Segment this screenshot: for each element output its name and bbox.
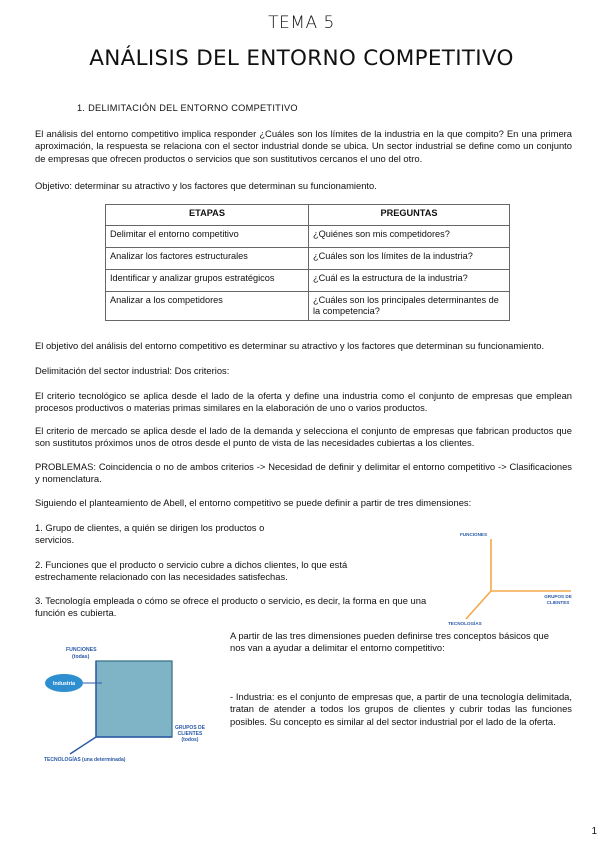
criterio-mercado-paragraph: El criterio de mercado se aplica desde el lado de la demanda y selecciona el conjunto de empresas que fabrican productos que son sustitutos próximos unos de otros desde el punto de vista de las necesidades cubiertas a los clientes. [35, 425, 572, 449]
industry-square [96, 661, 172, 737]
industry-label-funciones-2: (todas) [72, 654, 90, 660]
table-cell: ¿Cuál es la estructura de la industria? [309, 270, 510, 292]
section-heading: 1. DELIMITACIÓN DEL ENTORNO COMPETITIVO [77, 103, 298, 113]
industry-label-grupos-3: (todos) [181, 737, 199, 743]
table-row [106, 226, 510, 248]
technologies-axis [466, 591, 491, 619]
axis-label-grupos-2: CLIENTES [546, 600, 570, 605]
industry-label-grupos-2: CLIENTES [177, 731, 203, 737]
industry-label-funciones-1: FUNCIONES [66, 647, 97, 653]
table-cell: Identificar y analizar grupos estratégicos [106, 270, 309, 292]
table-header-preguntas: PREGUNTAS [309, 205, 510, 226]
dimension-3: 3. Tecnología empleada o cómo se ofrece el producto o servicio, es decir, la forma en que una función es cubierta. [35, 595, 427, 619]
objetivo-paragraph: El objetivo del análisis del entorno competitivo es determinar su atractivo y los factores que determinan su funcionamiento. [35, 340, 545, 351]
etapas-table [105, 204, 510, 321]
axis-label-tecnologias: TECNOLOGÍAS [448, 621, 482, 626]
table-row [106, 270, 510, 292]
criterio-tecnologico-paragraph: El criterio tecnológico se aplica desde el lado de la oferta y define una industria como el conjunto de empresas que emplean procesos productivos o materias primas similares en la elaboración de uno o varios productos. [35, 390, 572, 414]
dimension-1: 1. Grupo de clientes, a quién se dirigen los productos o servicios. [35, 522, 265, 546]
table-cell: ¿Cuáles son los límites de la industria? [309, 248, 510, 270]
table-row [106, 248, 510, 270]
table-row [106, 292, 510, 321]
delimitacion-line: Delimitación del sector industrial: Dos criterios: [35, 365, 230, 376]
problemas-paragraph: PROBLEMAS: Coincidencia o no de ambos criterios -> Necesidad de definir y delimitar el entorno competitivo -> Clasificaciones y nomenclatura. [35, 461, 572, 485]
industry-tech-axis [70, 737, 96, 754]
table-cell: ¿Quiénes son mis competidores? [309, 226, 510, 248]
industry-label-tecnologias: TECNOLOGÍAS (una determinada) [44, 757, 126, 763]
industry-label-grupos-1: GRUPOS DE [174, 725, 206, 731]
industria-definition: - Industria: es el conjunto de empresas que, a partir de una tecnología delimitada, tratan de atender a todos los grupos de clientes y cubrir todas las funciones posibles. Su concepto es similar al del sector industrial por el lado de la oferta. [230, 691, 572, 727]
dimension-2: 2. Funciones que el producto o servicio cubre a dichos clientes, lo que está estrechamente relacionado con las necesidades satisfechas. [35, 559, 348, 583]
abell-paragraph: Siguiendo el planteamiento de Abell, el entorno competitivo se puede definir a partir de tres dimensiones: [35, 497, 472, 508]
table-cell: Delimitar el entorno competitivo [106, 226, 309, 248]
dimensions-axes-diagram [446, 527, 576, 627]
industry-diagram [40, 642, 220, 767]
tema-label: TEMA 5 [268, 13, 335, 33]
axis-label-funciones: FUNCIONES [460, 532, 488, 537]
page-number: 1 [591, 826, 597, 837]
table-cell: Analizar a los competidores [106, 292, 309, 321]
industria-bubble-label: Industria [53, 681, 75, 687]
table-cell: ¿Cuáles son los principales determinantes de la competencia? [309, 292, 510, 321]
table-cell: Analizar los factores estructurales [106, 248, 309, 270]
conceptos-paragraph: A partir de las tres dimensiones pueden definirse tres conceptos básicos que nos van a ayudar a delimitar el entorno competitivo: [230, 630, 549, 654]
page-title: ANÁLISIS DEL ENTORNO COMPETITIVO [89, 46, 514, 71]
objetivo-line: Objetivo: determinar su atractivo y los factores que determinan su funcionamiento. [35, 180, 377, 191]
axis-label-grupos-1: GRUPOS DE [544, 594, 572, 599]
table-header-etapas: ETAPAS [106, 205, 309, 226]
intro-paragraph: El análisis del entorno competitivo implica responder ¿Cuáles son los límites de la industria en la que compito? En una primera aproximación, la respuesta se relaciona con el sector industrial donde se ubica. Un sector industrial se define como un conjunto de empresas que ofrecen productos o servicios que son sustitutivos cercanos el uno del otro. [35, 128, 572, 164]
